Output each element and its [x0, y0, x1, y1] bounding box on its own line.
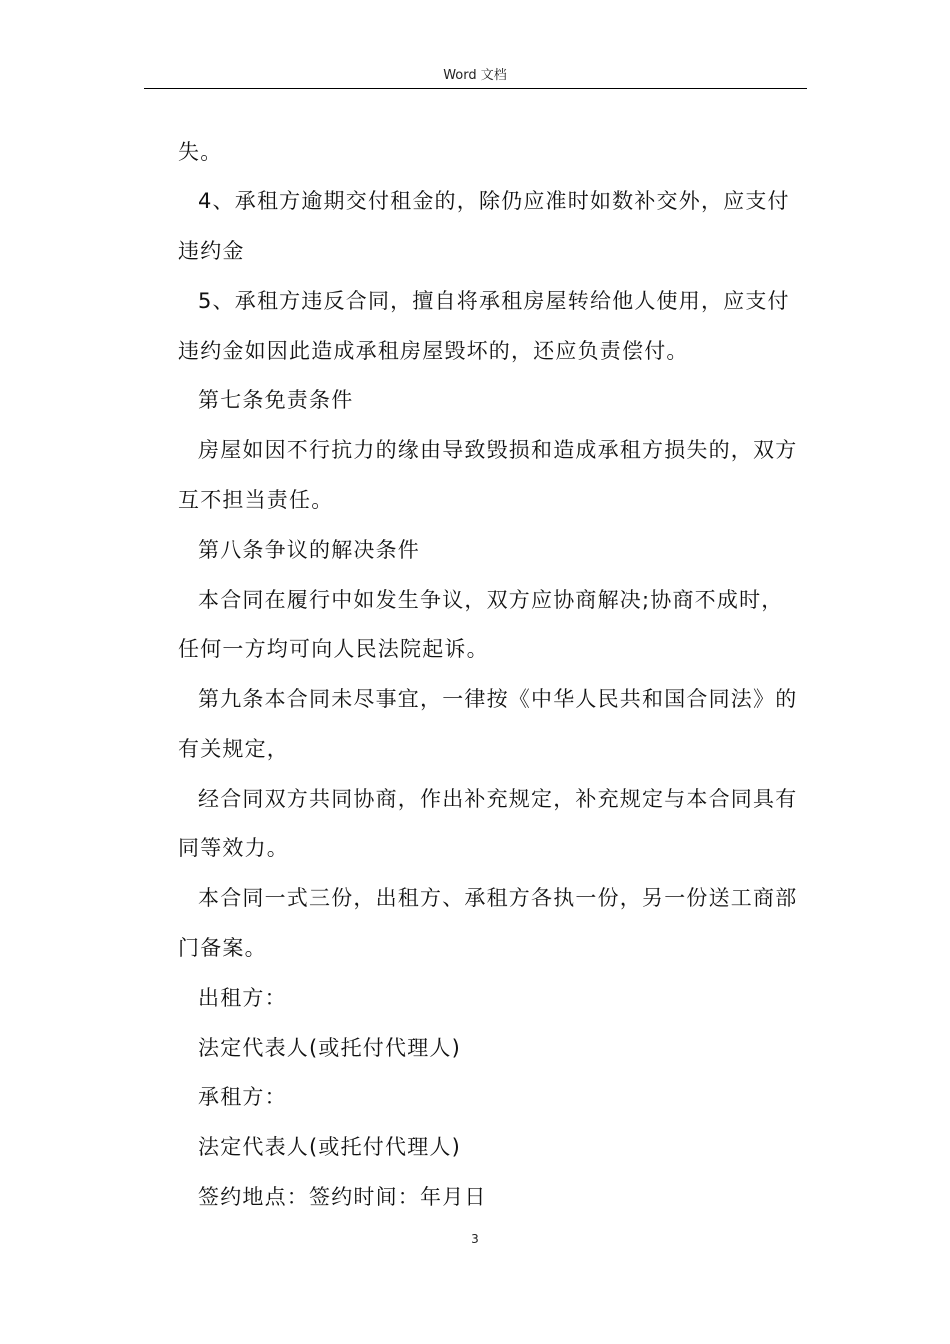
paragraph-line: 违约金 — [178, 239, 245, 263]
paragraph-line: 第九条本合同未尽事宜，一律按《中华人民共和国合同法》的 — [198, 687, 798, 711]
section-heading: 第七条免责条件 — [198, 388, 354, 412]
lessee-representative-label: 法定代表人(或托付代理人) — [198, 1135, 461, 1159]
paragraph-line: 违约金如因此造成承租房屋毁坏的，还应负责偿付。 — [178, 339, 689, 363]
paragraph-line: 4、承租方逾期交付租金的，除仍应准时如数补交外，应支付 — [198, 189, 790, 213]
paragraph-line: 经合同双方共同协商，作出补充规定，补充规定与本合同具有 — [198, 787, 798, 811]
paragraph-line: 失。 — [178, 140, 223, 164]
section-heading: 第八条争议的解决条件 — [198, 538, 420, 562]
paragraph-line: 5、承租方违反合同，擅自将承租房屋转给他人使用，应支付 — [198, 289, 790, 313]
lessor-representative-label: 法定代表人(或托付代理人) — [198, 1036, 461, 1060]
paragraph-line: 房屋如因不行抗力的缘由导致毁损和造成承租方损失的，双方 — [198, 438, 798, 462]
lessee-label: 承租方： — [198, 1085, 287, 1109]
header-title: Word 文档 — [443, 68, 507, 83]
paragraph-line: 互不担当责任。 — [178, 488, 334, 512]
paragraph-line: 本合同一式三份，出租方、承租方各执一份，另一份送工商部 — [198, 886, 798, 910]
lessor-label: 出租方： — [198, 986, 287, 1010]
page-number: 3 — [471, 1232, 479, 1246]
paragraph-line: 任何一方均可向人民法院起诉。 — [178, 637, 489, 661]
paragraph-line: 有关规定， — [178, 737, 289, 761]
signing-place-time-label: 签约地点：签约时间：年月日 — [198, 1185, 487, 1209]
paragraph-line: 本合同在履行中如发生争议，双方应协商解决;协商不成时， — [198, 588, 784, 612]
header-divider — [144, 88, 807, 89]
paragraph-line: 同等效力。 — [178, 836, 289, 860]
paragraph-line: 门备案。 — [178, 936, 267, 960]
